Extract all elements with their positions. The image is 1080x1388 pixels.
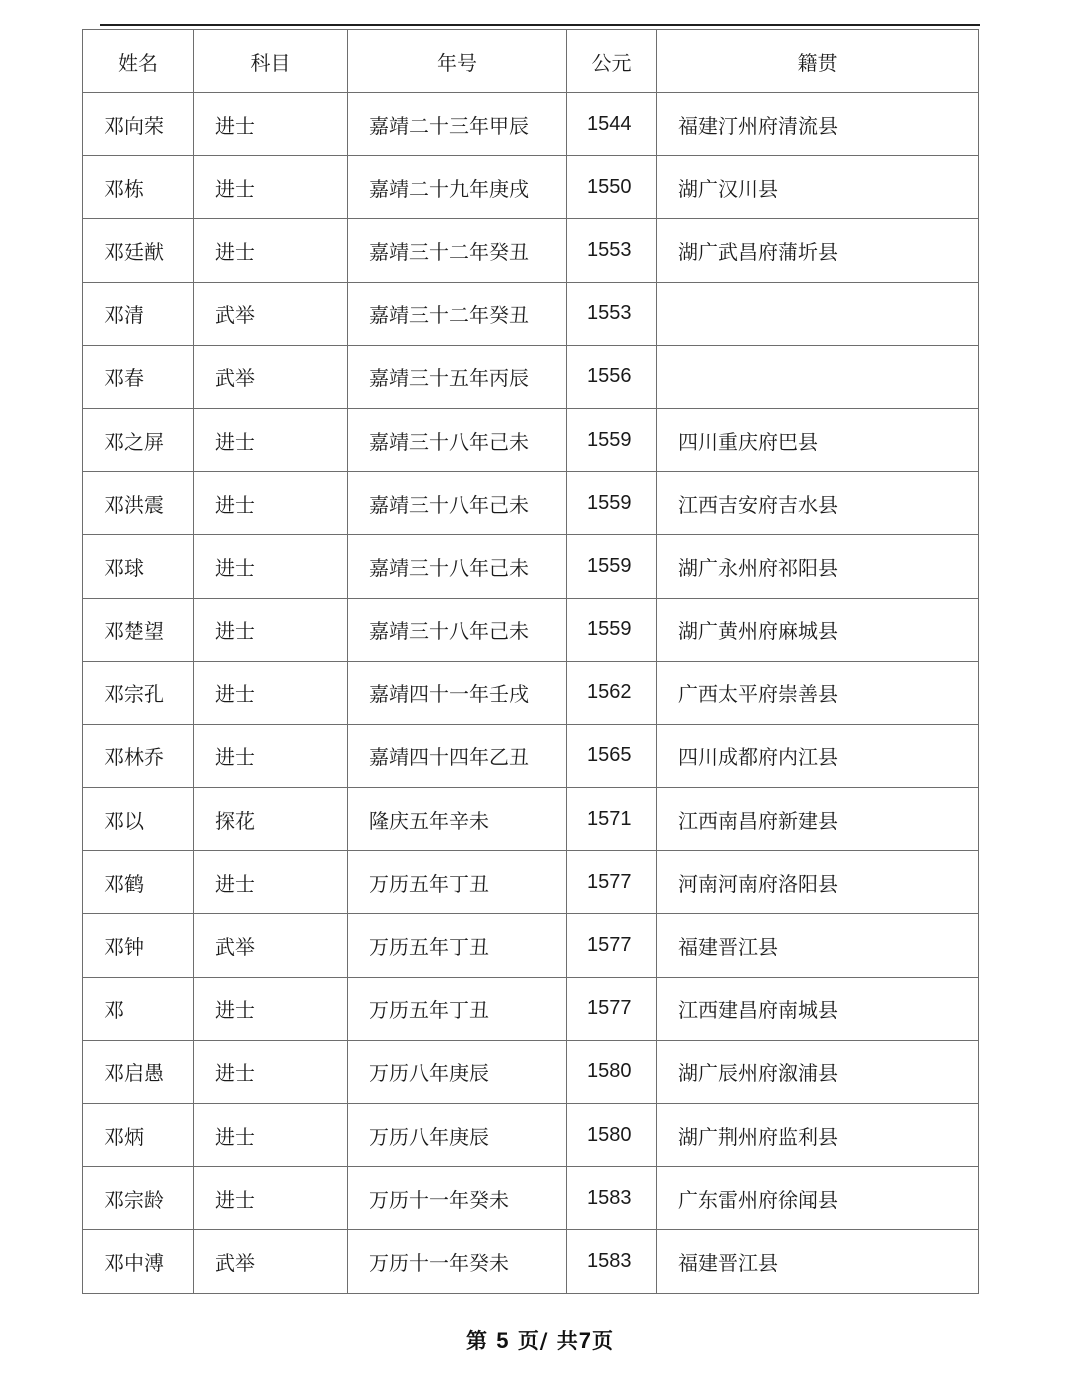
cell-subject: 进士 bbox=[194, 472, 348, 535]
cell-origin: 福建晋江县 bbox=[657, 914, 979, 977]
cell-subject: 进士 bbox=[194, 408, 348, 471]
table-row bbox=[83, 788, 979, 851]
cell-year: 1577 bbox=[567, 914, 657, 977]
cell-subject: 进士 bbox=[194, 977, 348, 1040]
cell-era: 万历十一年癸未 bbox=[348, 1167, 567, 1230]
cell-subject: 武举 bbox=[194, 282, 348, 345]
cell-era: 隆庆五年辛未 bbox=[348, 788, 567, 851]
cell-year: 1577 bbox=[567, 977, 657, 1040]
cell-era: 嘉靖三十八年己未 bbox=[348, 535, 567, 598]
page-number-footer bbox=[0, 1325, 1080, 1355]
page-prefix: 第 bbox=[465, 1329, 488, 1353]
cell-era: 嘉靖二十九年庚戌 bbox=[348, 156, 567, 219]
cell-era: 嘉靖三十八年己未 bbox=[348, 598, 567, 661]
cell-year: 1577 bbox=[567, 851, 657, 914]
cell-subject: 进士 bbox=[194, 598, 348, 661]
cell-year: 1553 bbox=[567, 282, 657, 345]
table-row bbox=[83, 472, 979, 535]
cell-year: 1580 bbox=[567, 1040, 657, 1103]
cell-era: 嘉靖二十三年甲辰 bbox=[348, 93, 567, 156]
cell-subject: 进士 bbox=[194, 1104, 348, 1167]
cell-year: 1571 bbox=[567, 788, 657, 851]
cell-subject: 进士 bbox=[194, 156, 348, 219]
cell-subject: 进士 bbox=[194, 1167, 348, 1230]
cell-subject: 进士 bbox=[194, 219, 348, 282]
table-row bbox=[83, 156, 979, 219]
cell-era: 嘉靖四十四年乙丑 bbox=[348, 724, 567, 787]
cell-era: 万历五年丁丑 bbox=[348, 977, 567, 1040]
exam-records-table bbox=[82, 29, 979, 1294]
cell-origin: 福建汀州府清流县 bbox=[657, 93, 979, 156]
table-row bbox=[83, 598, 979, 661]
table-row bbox=[83, 851, 979, 914]
table-row bbox=[83, 1040, 979, 1103]
cell-name: 邓宗孔 bbox=[83, 661, 194, 724]
cell-name: 邓林乔 bbox=[83, 724, 194, 787]
cell-year: 1553 bbox=[567, 219, 657, 282]
total-pages-number: 7 bbox=[578, 1328, 593, 1353]
header-year: 公元 bbox=[567, 30, 657, 93]
cell-origin: 湖广辰州府溆浦县 bbox=[657, 1040, 979, 1103]
cell-era: 万历五年丁丑 bbox=[348, 851, 567, 914]
cell-year: 1544 bbox=[567, 93, 657, 156]
cell-year: 1559 bbox=[567, 408, 657, 471]
cell-name: 邓廷猷 bbox=[83, 219, 194, 282]
cell-subject: 进士 bbox=[194, 535, 348, 598]
cell-origin bbox=[657, 282, 979, 345]
cell-year: 1559 bbox=[567, 472, 657, 535]
cell-origin: 广西太平府崇善县 bbox=[657, 661, 979, 724]
cell-name: 邓栋 bbox=[83, 156, 194, 219]
cell-era: 嘉靖三十二年癸丑 bbox=[348, 219, 567, 282]
cell-era: 万历八年庚辰 bbox=[348, 1104, 567, 1167]
cell-era: 万历八年庚辰 bbox=[348, 1040, 567, 1103]
cell-origin: 湖广武昌府蒲圻县 bbox=[657, 219, 979, 282]
cell-name: 邓启愚 bbox=[83, 1040, 194, 1103]
cell-name: 邓楚望 bbox=[83, 598, 194, 661]
cell-origin: 湖广荆州府监利县 bbox=[657, 1104, 979, 1167]
cell-era: 嘉靖三十二年癸丑 bbox=[348, 282, 567, 345]
cell-subject: 进士 bbox=[194, 661, 348, 724]
cell-year: 1559 bbox=[567, 598, 657, 661]
cell-year: 1559 bbox=[567, 535, 657, 598]
header-subject: 科目 bbox=[194, 30, 348, 93]
cell-origin: 湖广永州府祁阳县 bbox=[657, 535, 979, 598]
header-origin: 籍贯 bbox=[657, 30, 979, 93]
cell-origin: 江西建昌府南城县 bbox=[657, 977, 979, 1040]
table-row bbox=[83, 661, 979, 724]
cell-name: 邓钟 bbox=[83, 914, 194, 977]
cell-origin: 湖广汉川县 bbox=[657, 156, 979, 219]
cell-year: 1583 bbox=[567, 1230, 657, 1293]
cell-origin: 福建晋江县 bbox=[657, 1230, 979, 1293]
cell-era: 万历十一年癸未 bbox=[348, 1230, 567, 1293]
cell-name: 邓洪震 bbox=[83, 472, 194, 535]
cell-name: 邓 bbox=[83, 977, 194, 1040]
cell-subject: 进士 bbox=[194, 93, 348, 156]
cell-name: 邓以 bbox=[83, 788, 194, 851]
cell-name: 邓清 bbox=[83, 282, 194, 345]
cell-year: 1583 bbox=[567, 1167, 657, 1230]
table-row bbox=[83, 724, 979, 787]
table-header-row bbox=[83, 30, 979, 93]
cell-name: 邓炳 bbox=[83, 1104, 194, 1167]
cell-era: 嘉靖三十八年己未 bbox=[348, 472, 567, 535]
cell-subject: 武举 bbox=[194, 1230, 348, 1293]
cell-origin: 河南河南府洛阳县 bbox=[657, 851, 979, 914]
cell-name: 邓宗龄 bbox=[83, 1167, 194, 1230]
cell-subject: 进士 bbox=[194, 724, 348, 787]
cell-era: 万历五年丁丑 bbox=[348, 914, 567, 977]
cell-subject: 探花 bbox=[194, 788, 348, 851]
cell-name: 邓球 bbox=[83, 535, 194, 598]
table-row bbox=[83, 345, 979, 408]
cell-origin bbox=[657, 345, 979, 408]
cell-era: 嘉靖四十一年壬戌 bbox=[348, 661, 567, 724]
cell-origin: 湖广黄州府麻城县 bbox=[657, 598, 979, 661]
cell-year: 1556 bbox=[567, 345, 657, 408]
header-era: 年号 bbox=[348, 30, 567, 93]
cell-subject: 武举 bbox=[194, 345, 348, 408]
cell-era: 嘉靖三十八年己未 bbox=[348, 408, 567, 471]
cell-origin: 四川成都府内江县 bbox=[657, 724, 979, 787]
cell-era: 嘉靖三十五年丙辰 bbox=[348, 345, 567, 408]
table-row bbox=[83, 535, 979, 598]
cell-year: 1550 bbox=[567, 156, 657, 219]
current-page-number: 5 bbox=[496, 1328, 510, 1353]
table-row bbox=[83, 1104, 979, 1167]
table-row bbox=[83, 1167, 979, 1230]
cell-name: 邓中溥 bbox=[83, 1230, 194, 1293]
cell-year: 1565 bbox=[567, 724, 657, 787]
cell-origin: 江西吉安府吉水县 bbox=[657, 472, 979, 535]
cell-year: 1580 bbox=[567, 1104, 657, 1167]
cell-origin: 江西南昌府新建县 bbox=[657, 788, 979, 851]
table-row bbox=[83, 914, 979, 977]
table-row bbox=[83, 977, 979, 1040]
cell-subject: 进士 bbox=[194, 851, 348, 914]
total-prefix: 共 bbox=[556, 1329, 579, 1353]
cell-name: 邓之屏 bbox=[83, 408, 194, 471]
table-row bbox=[83, 408, 979, 471]
cell-year: 1562 bbox=[567, 661, 657, 724]
total-suffix: 页 bbox=[592, 1329, 615, 1353]
table-row bbox=[83, 1230, 979, 1293]
cell-name: 邓向荣 bbox=[83, 93, 194, 156]
cell-origin: 四川重庆府巴县 bbox=[657, 408, 979, 471]
cell-name: 邓春 bbox=[83, 345, 194, 408]
header-rule-line bbox=[100, 24, 980, 26]
table-row bbox=[83, 219, 979, 282]
header-name: 姓名 bbox=[83, 30, 194, 93]
page-suffix: 页/ bbox=[517, 1329, 549, 1353]
cell-subject: 武举 bbox=[194, 914, 348, 977]
cell-origin: 广东雷州府徐闻县 bbox=[657, 1167, 979, 1230]
table-body bbox=[83, 93, 979, 1294]
cell-name: 邓鹤 bbox=[83, 851, 194, 914]
cell-subject: 进士 bbox=[194, 1040, 348, 1103]
table-row bbox=[83, 282, 979, 345]
table-row bbox=[83, 93, 979, 156]
